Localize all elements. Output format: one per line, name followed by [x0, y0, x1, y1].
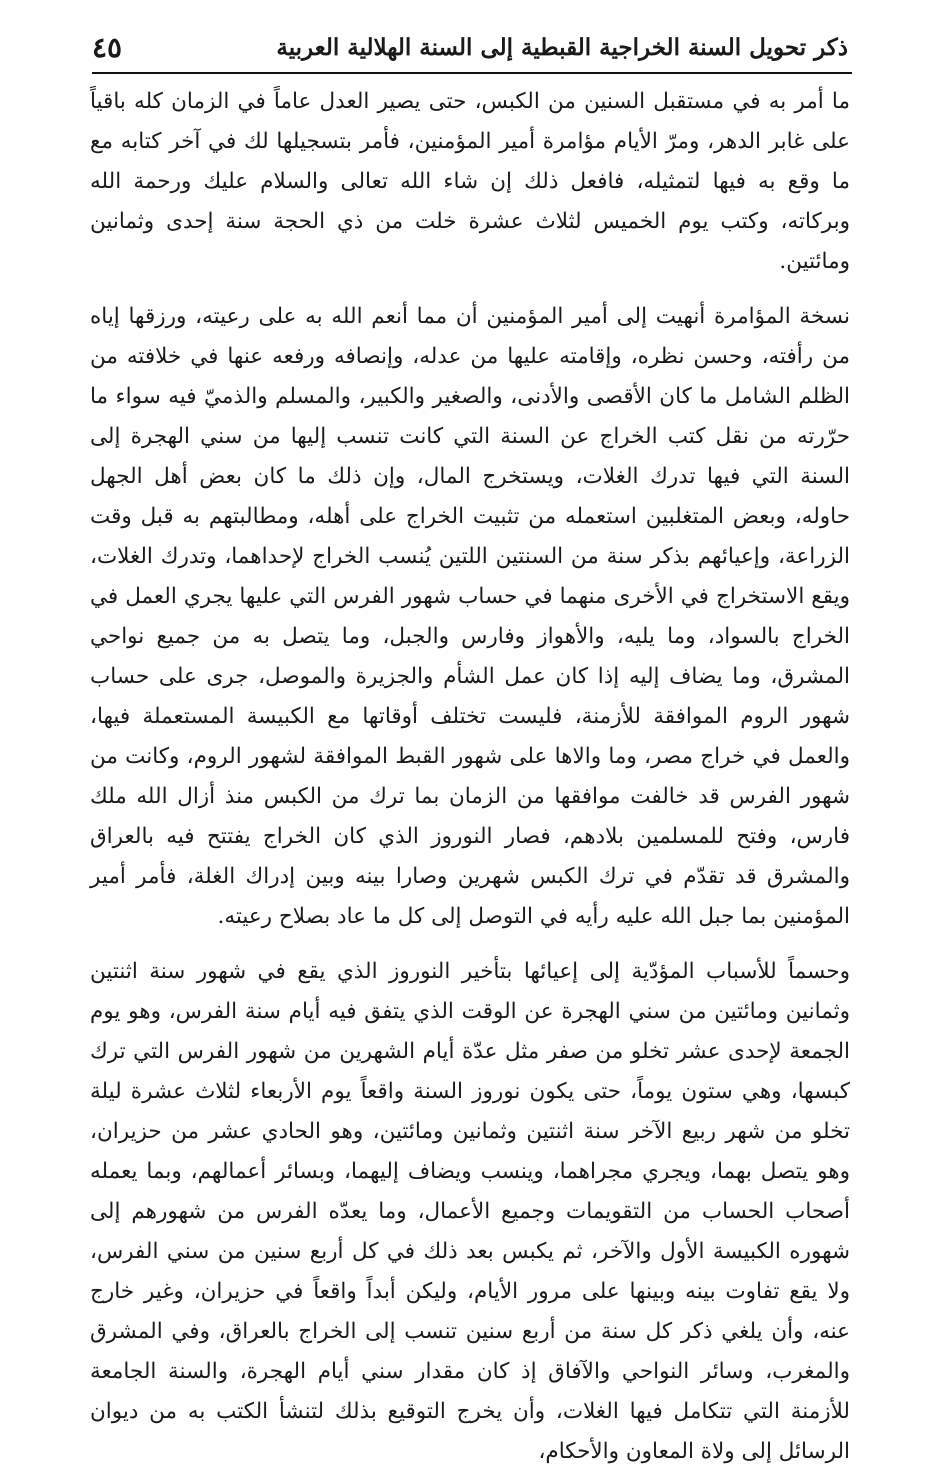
header-divider [92, 72, 852, 74]
running-head-title: ذكر تحويل السنة الخراجية القبطية إلى السنة الهلالية العربية [276, 33, 848, 61]
page-number: ٤٥ [92, 30, 123, 64]
body-text [90, 82, 850, 1472]
paragraph-2: نسخة المؤامرة أنهيت إلى أمير المؤمنين أن مما أنعم الله به على رعيته، ورزقها إياه من رأفته، وحسن نظره، وإقامته عليها من عدله، وإنصافه ورفعه عنها في خلافته من الظلم الشامل ما كان الأقصى والأدنى، والصغير والكبير، والمسلم والذميّ فيه سواء ما حرّرته من نقل كتب الخراج عن السنة التي كانت تنسب إليها من سني الهجرة إلى السنة التي فيها تدرك الغلات، ويستخرج المال، وإن ذلك ما كان بعض أهل الجهل حاوله، وبعض المتغلبين استعمله من تثبيت الخراج على أهله، ومطالبتهم به قبل وقت الزراعة، وإعيائهم بذكر سنة من السنتين اللتين يُنسب الخراج لإحداهما، وتدرك الغلات، ويقع الاستخراج في الأخرى منهما في حساب شهور الفرس التي عليها يجري العمل في الخراج بالسواد، وما يليه، والأهواز وفارس والجبل، وما يتصل به من جميع نواحي المشرق، وما يضاف إليه إذا كان عمل الشأم والجزيرة والموصل، جرى على حساب شهور الروم الموافقة للأزمنة، فليست تختلف أوقاتها مع الكبيسة المستعملة فيها، والعمل في خراج مصر، وما والاها على شهور القبط الموافقة لشهور الروم، وكانت من شهور الفرس قد خالفت موافقها من الزمان بما ترك من الكبس منذ أزال الله ملك فارس، وفتح للمسلمين بلادهم، فصار النوروز الذي كان الخراج يفتتح فيه بالعراق والمشرق قد تقدّم في ترك الكبس شهرين وصارا بينه وبين إدراك الغلة، فأمر أمير المؤمنين بما جبل الله عليه رأيه في التوصل إلى كل ما عاد بصلاح رعيته. [90, 304, 850, 929]
paragraph-3: وحسماً للأسباب المؤدّية إلى إعيائها بتأخير النوروز الذي يقع في شهور سنة اثنتين وثمانين ومائتين من سني الهجرة عن الوقت الذي يتفق فيه أيام سنة الفرس، وهو يوم الجمعة لإحدى عشر تخلو من صفر مثل عدّة أيام الشهرين من شهور الفرس التي ترك كبسها، وهي ستون يوماً، حتى يكون نوروز السنة واقعاً يوم الأربعاء لثلاث عشرة ليلة تخلو من شهر ربيع الآخر سنة اثنتين وثمانين ومائتين، وهو الحادي عشر من حزيران، وهو يتصل بهما، ويجري مجراهما، وينسب ويضاف إليهما، وبسائر أعمالهم، وبما يعمله أصحاب الحساب من التقويمات وجميع الأعمال، وما يعدّه الفرس من شهورهم إلى شهوره الكبيسة الأول والآخر، ثم يكبس بعد ذلك في كل أربع سنين من سني الفرس، ولا يقع تفاوت بينه وبينها على مرور الأيام، وليكن أبداً واقعاً في حزيران، وغير خارج عنه، وأن يلغي ذكر كل سنة من أربع سنين تنسب إلى الخراج بالعراق، وفي المشرق والمغرب، وسائر النواحي والآفاق إذ كان مقدار سني أيام الهجرة، والسنة الجامعة للأزمنة التي تتكامل فيها الغلات، وأن يخرج التوقيع بذلك لتنشأ الكتب به من ديوان الرسائل إلى ولاة المعاون والأحكام، [90, 959, 850, 1464]
running-head [92, 22, 848, 72]
paragraph-1: ما أمر به في مستقبل السنين من الكبس، حتى يصير العدل عاماً في الزمان كله باقياً على غابر الدهر، ومرّ الأيام مؤامرة أمير المؤمنين، فأمر بتسجيلها لك في آخر كتابه مع ما وقع به فيها لتمثيله، فافعل ذلك إن شاء الله تعالى والسلام عليك ورحمة الله وبركاته، وكتب يوم الخميس لثلاث عشرة خلت من ذي الحجة سنة إحدى وثمانين ومائتين. [90, 89, 850, 274]
